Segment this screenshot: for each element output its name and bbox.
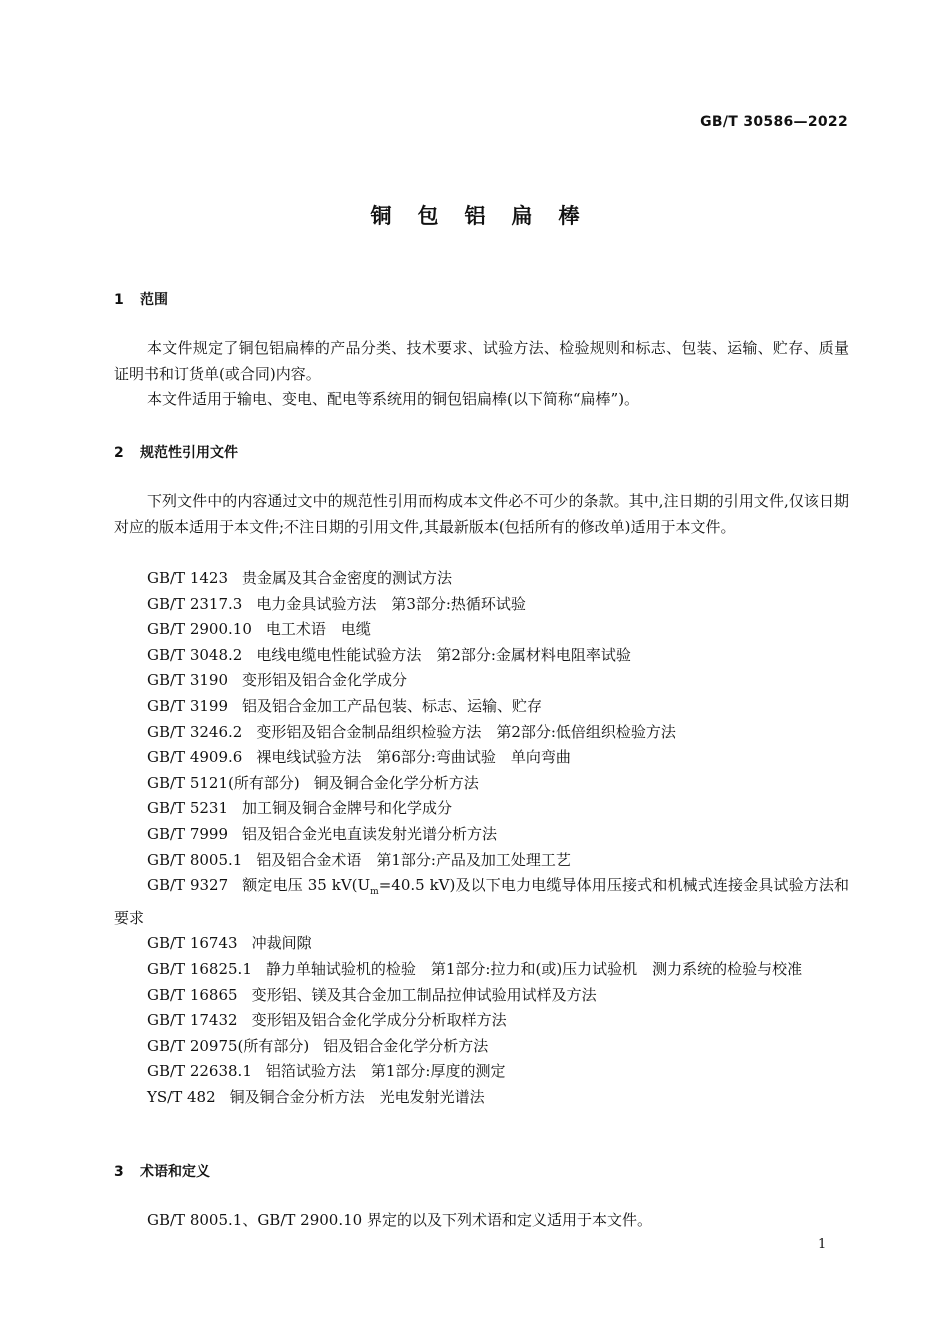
- reference-title: 贵金属及其合金密度的测试方法: [242, 569, 453, 587]
- reference-code: GB/T 16865: [147, 985, 238, 1004]
- reference-item: [114, 720, 849, 746]
- section-number: 1: [114, 292, 124, 308]
- reference-code: GB/T 7999: [147, 824, 229, 843]
- reference-item: [114, 668, 849, 694]
- reference-item: [114, 983, 849, 1009]
- reference-code: GB/T 5121(所有部分): [147, 773, 300, 792]
- reference-title: 铝及铝合金光电直读发射光谱分析方法: [242, 824, 498, 843]
- reference-code: GB/T 20975(所有部分): [147, 1036, 310, 1055]
- reference-code: GB/T 3199: [147, 696, 229, 715]
- reference-title: 铝箔试验方法 第1部分:厚度的测定: [265, 1062, 506, 1081]
- section-title: 范围: [140, 292, 168, 308]
- reference-item: [114, 822, 849, 848]
- reference-code: GB/T 1423: [147, 569, 229, 587]
- section-number: 3: [114, 1164, 124, 1180]
- reference-item: [114, 566, 849, 592]
- reference-item: [114, 1059, 849, 1085]
- reference-title: 冲裁间隙: [251, 934, 312, 953]
- reference-code: GB/T 17432: [147, 1011, 238, 1030]
- section-2-heading: [114, 442, 238, 462]
- reference-code: GB/T 5231: [147, 799, 229, 818]
- reference-code: GB/T 2900.10: [147, 620, 252, 639]
- reference-item: [114, 771, 849, 797]
- reference-title: 变形铝、镁及其合金加工制品拉伸试验用试样及方法: [251, 985, 597, 1004]
- reference-title: 电工术语 电缆: [265, 620, 371, 639]
- reference-item: [114, 1085, 849, 1111]
- reference-item: [114, 848, 849, 874]
- normative-references-list: [114, 566, 849, 1110]
- section-1-paragraph-2: 本文件适用于输电、变电、配电等系统用的铜包铝扁棒(以下简称“扁棒”)。: [147, 390, 640, 408]
- reference-title: 电力金具试验方法 第3部分:热循环试验: [256, 594, 526, 613]
- reference-item: [114, 592, 849, 618]
- section-title: 术语和定义: [140, 1164, 210, 1180]
- reference-code: GB/T 22638.1: [147, 1062, 252, 1081]
- reference-code: YS/T 482: [147, 1087, 216, 1106]
- reference-code: GB/T 8005.1: [147, 850, 243, 869]
- standard-code: GB/T 30586—2022: [700, 114, 848, 130]
- reference-title: 铜及铜合金化学分析方法: [313, 773, 479, 792]
- section-number: 2: [114, 445, 124, 461]
- reference-item: [114, 873, 849, 931]
- reference-code: GB/T 9327: [147, 876, 229, 895]
- section-1-heading: [114, 289, 168, 309]
- reference-code: GB/T 3048.2: [147, 645, 243, 664]
- reference-title: 加工铜及铜合金牌号和化学成分: [242, 799, 453, 818]
- reference-title: 铝及铝合金术语 第1部分:产品及加工处理工艺: [256, 850, 571, 869]
- reference-code: GB/T 2317.3: [147, 594, 243, 613]
- section-2-paragraph-1: 下列文件中的内容通过文中的规范性引用而构成本文件必不可少的条款。其中,注日期的引用文件,仅该日期对应的版本适用于本文件;不注日期的引用文件,其最新版本(包括所有的修改单)适用于本文件。: [114, 492, 849, 536]
- reference-item: [114, 931, 849, 957]
- reference-code: GB/T 16825.1: [147, 959, 252, 978]
- reference-code: GB/T 4909.6: [147, 748, 243, 767]
- reference-title: 铝及铝合金加工产品包装、标志、运输、贮存: [242, 696, 543, 715]
- reference-item: [114, 745, 849, 771]
- reference-code: GB/T 16743: [147, 934, 238, 953]
- reference-title: 静力单轴试验机的检验 第1部分:拉力和(或)压力试验机 测力系统的检验与校准: [265, 959, 803, 978]
- reference-item: [114, 643, 849, 669]
- reference-item: [114, 1034, 849, 1060]
- section-3-heading: [114, 1161, 210, 1181]
- reference-item: [114, 694, 849, 720]
- reference-title-part: 额定电压 35 kV(U: [242, 876, 371, 895]
- reference-title: 变形铝及铝合金化学成分: [242, 671, 408, 690]
- reference-title: 变形铝及铝合金化学成分分析取样方法: [251, 1011, 507, 1030]
- reference-title-subscript: m: [370, 887, 379, 898]
- reference-code: GB/T 3190: [147, 671, 229, 690]
- reference-code: GB/T 3246.2: [147, 722, 243, 741]
- page-number: 1: [818, 1237, 827, 1252]
- section-title: 规范性引用文件: [140, 445, 238, 461]
- reference-title: 铝及铝合金化学分析方法: [323, 1036, 489, 1055]
- document-title: 铜包铝扁棒: [370, 204, 606, 228]
- section-3-paragraph-1: GB/T 8005.1、GB/T 2900.10 界定的以及下列术语和定义适用于本文件。: [147, 1211, 652, 1229]
- reference-title: 裸电线试验方法 第6部分:弯曲试验 单向弯曲: [256, 748, 571, 767]
- reference-title-part: =40.5 kV)及以下电力电缆导体用压接式和机械式连接金具试验方法和要求: [114, 876, 849, 927]
- reference-item: [114, 796, 849, 822]
- section-1-paragraph-1: 本文件规定了铜包铝扁棒的产品分类、技术要求、试验方法、检验规则和标志、包装、运输、贮存、质量证明书和订货单(或合同)内容。: [114, 339, 849, 383]
- reference-title: 电线电缆电性能试验方法 第2部分:金属材料电阻率试验: [256, 645, 631, 664]
- reference-item: [114, 617, 849, 643]
- reference-item: [114, 957, 849, 983]
- reference-title: 变形铝及铝合金制品组织检验方法 第2部分:低倍组织检验方法: [256, 722, 676, 741]
- reference-title: 铜及铜合金分析方法 光电发射光谱法: [229, 1087, 485, 1106]
- reference-item: [114, 1008, 849, 1034]
